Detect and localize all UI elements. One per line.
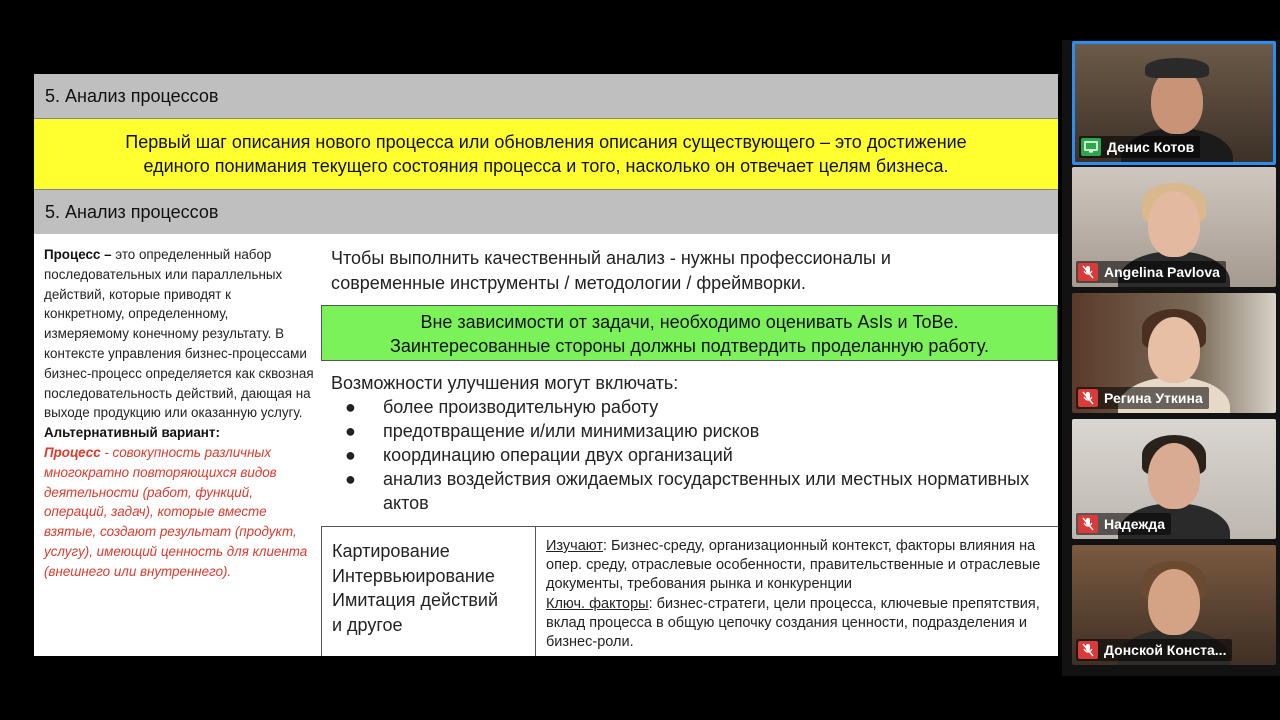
list-item: ● предотвращение и/или минимизацию рисков xyxy=(345,421,760,441)
alternative-text: - совокупность различных многократно повторяющихся видов деятельности (работ, функций, операций, задач), которые вместе взятые, создают результат (продукт, услугу), имеющий ценность для клиента (внешнего или внутреннего). xyxy=(44,444,308,579)
slide-section-title: 5. Анализ процессов xyxy=(34,74,1058,118)
asis-tobe-box xyxy=(321,305,1058,361)
methods-cell xyxy=(322,527,536,656)
bullet-icon: ● xyxy=(345,397,356,417)
participant-face xyxy=(1148,191,1200,257)
definition-text: это определенный набор последовательных или параллельных действий, которые приводят к конкретному, определенному, измеряемому конечному результату. В контексте управления бизнес-процессами бизнес-процесс определяется как сквозная последовательность действий, дающая на выходе продукцию или оказанную услугу. xyxy=(44,247,314,421)
mic-off-icon xyxy=(1078,263,1098,281)
alternative-label: Альтернативный вариант: xyxy=(44,425,220,441)
participant-tile[interactable] xyxy=(1072,167,1276,287)
factors-text: : бизнес-стратеги, цели процесса, ключевые препятствия, вклад процесса в общую цепочку создания ценности, подразделения и бизнес-роли. xyxy=(546,595,1040,651)
study-label: Изучают xyxy=(546,538,603,554)
participant-name-tag xyxy=(1076,387,1209,409)
participant-name-tag xyxy=(1079,136,1200,158)
key-statement-line: единого понимания текущего состояния процесса и того, насколько он отвечает целям бизнеса. xyxy=(143,156,949,176)
list-item: ● более производительную работу xyxy=(345,397,659,417)
method-item: и другое xyxy=(332,614,403,635)
slide-section-title: 5. Анализ процессов xyxy=(34,190,1058,234)
method-item: Картирование xyxy=(332,541,450,561)
bullet-icon: ● xyxy=(345,445,356,465)
intro-line: современные инструменты / методологии / фреймворки. xyxy=(331,272,806,293)
definition-term: Процесс – xyxy=(44,247,112,262)
participant-name: Денис Котов xyxy=(1107,139,1195,155)
participant-tile[interactable] xyxy=(1072,293,1276,413)
key-statement-box xyxy=(34,118,1058,190)
participant-name-tag xyxy=(1076,261,1226,283)
mic-off-icon xyxy=(1078,389,1098,407)
method-item: Интервьюирование xyxy=(332,565,495,586)
participant-face xyxy=(1148,317,1200,383)
participant-face xyxy=(1148,569,1200,635)
green-line: Заинтересованные стороны должны подтвердить проделанную работу. xyxy=(390,336,989,356)
improvement-opportunities xyxy=(331,371,1031,515)
participant-name: Регина Уткина xyxy=(1104,390,1203,406)
alternative-definition xyxy=(44,445,307,579)
participant-tile[interactable] xyxy=(1072,41,1276,165)
participant-face xyxy=(1148,443,1200,509)
bullet-icon: ● xyxy=(345,469,356,489)
participant-name-tag xyxy=(1076,639,1232,661)
alternative-term: Процесс xyxy=(44,444,101,460)
participant-name: Angelina Pavlova xyxy=(1104,264,1220,280)
improvement-title: Возможности улучшения могут включать: xyxy=(331,373,679,393)
methods-table xyxy=(321,526,1058,656)
list-item: ● координацию операции двух организаций xyxy=(345,445,733,465)
mic-off-icon xyxy=(1078,515,1098,533)
intro-line: Чтобы выполнить качественный анализ - нужны профессионалы и xyxy=(331,248,891,268)
participant-tile[interactable] xyxy=(1072,545,1276,665)
participant-tile[interactable] xyxy=(1072,419,1276,539)
list-item: ● анализ воздействия ожидаемых государственных или местных нормативных актов xyxy=(345,469,1030,513)
improvement-list xyxy=(331,395,1031,515)
factors-cell xyxy=(536,527,1058,656)
presentation-slide xyxy=(34,74,1058,656)
participant-name: Надежда xyxy=(1104,516,1165,532)
mic-off-icon xyxy=(1078,641,1098,659)
study-text: : Бизнес-среду, организационный контекст, факторы влияния на опер. среду, отраслевые особенности, правительственные и отраслевые документы, требования рынка и конкуренции xyxy=(546,538,1041,593)
key-statement-line: Первый шаг описания нового процесса или обновления описания существующего – это достижение xyxy=(125,132,967,152)
participants-panel xyxy=(1062,40,1280,676)
participant-name-tag xyxy=(1076,513,1171,535)
process-definition xyxy=(44,245,314,582)
factors-label: Ключ. факторы xyxy=(546,595,649,612)
analysis-intro xyxy=(331,246,1031,295)
green-line: Вне зависимости от задачи, необходимо оценивать AsIs и ToBe. xyxy=(420,312,959,332)
method-item: Имитация действий xyxy=(332,590,499,610)
participant-hair xyxy=(1145,58,1209,78)
bullet-icon: ● xyxy=(345,421,356,441)
screen-share-icon xyxy=(1081,138,1101,156)
participant-name: Донской Конста... xyxy=(1104,642,1227,658)
